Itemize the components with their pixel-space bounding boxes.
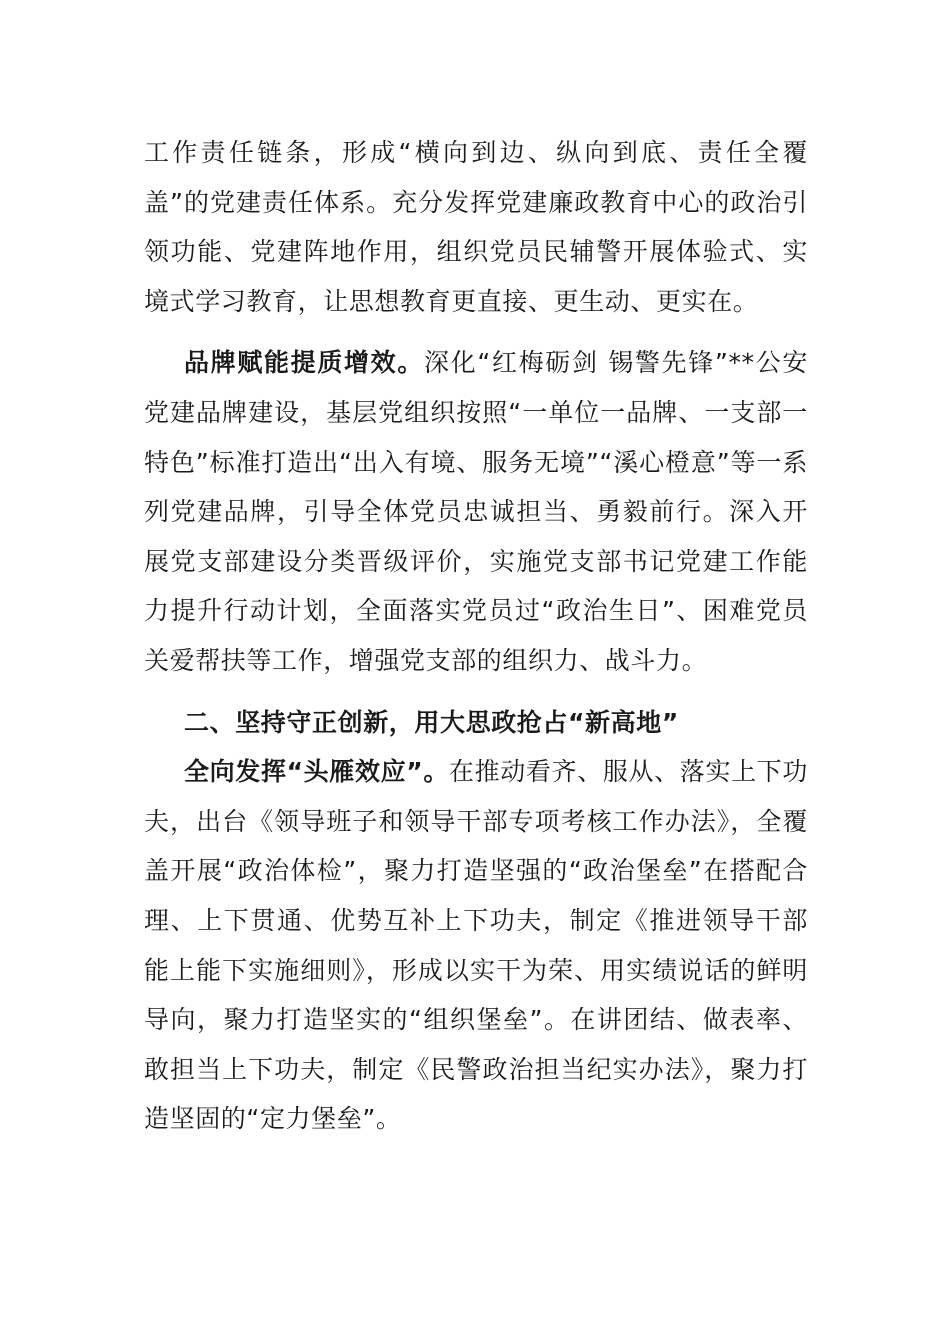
paragraph-body-leadership-effect: 在推动看齐、服从、落实上下功夫，出台《领导班子和领导干部专项考核工作办法》，全覆盖开展“政治体检”，聚力打造坚强的“政治堡垒”在搭配合理、上下贯通、优势互补上下功夫，制定《推进领导干部能上能下实施细则》，形成以实干为荣、用实绩说话的鲜明导向，聚力打造坚实的“组织堡垒”。在讲团结、做表率、敢担当上下功夫，制定《民警政治担当纪实办法》，聚力打造坚固的“定力堡垒”。 [144, 757, 808, 1134]
paragraph-brand-empowerment [144, 338, 808, 685]
paragraph-responsibility-system: 工作责任链条，形成“横向到边、纵向到底、责任全覆盖”的党建责任体系。充分发挥党建廉政教育中心的政治引领功能、党建阵地作用，组织党员民辅警开展体验式、实境式学习教育，让思想教育更直接、更生动、更实在。 [144, 138, 808, 316]
paragraph-body-brand-empowerment: 深化“红梅砺剑 锡警先锋”**公安党建品牌建设，基层党组织按照“一单位一品牌、一支部一特色”标准打造出“出入有境、服务无境”“溪心橙意”等一系列党建品牌，引导全体党员忠诚担当、勇毅前行。深入开展党支部建设分类晋级评价，实施党支部书记党建工作能力提升行动计划，全面落实党员过“政治生日”、困难党员关爱帮扶等工作，增强党支部的组织力、战斗力。 [144, 348, 808, 675]
paragraph-leadership-effect [144, 747, 808, 1144]
document-body [144, 128, 808, 1144]
paragraph-lead-brand-empowerment: 品牌赋能提质增效。 [184, 348, 424, 378]
section-heading-2: 二、坚持守正创新，用大思政抢占“新高地” [184, 707, 679, 737]
paragraph-lead-leadership-effect: 全向发挥“头雁效应”。 [184, 757, 449, 787]
